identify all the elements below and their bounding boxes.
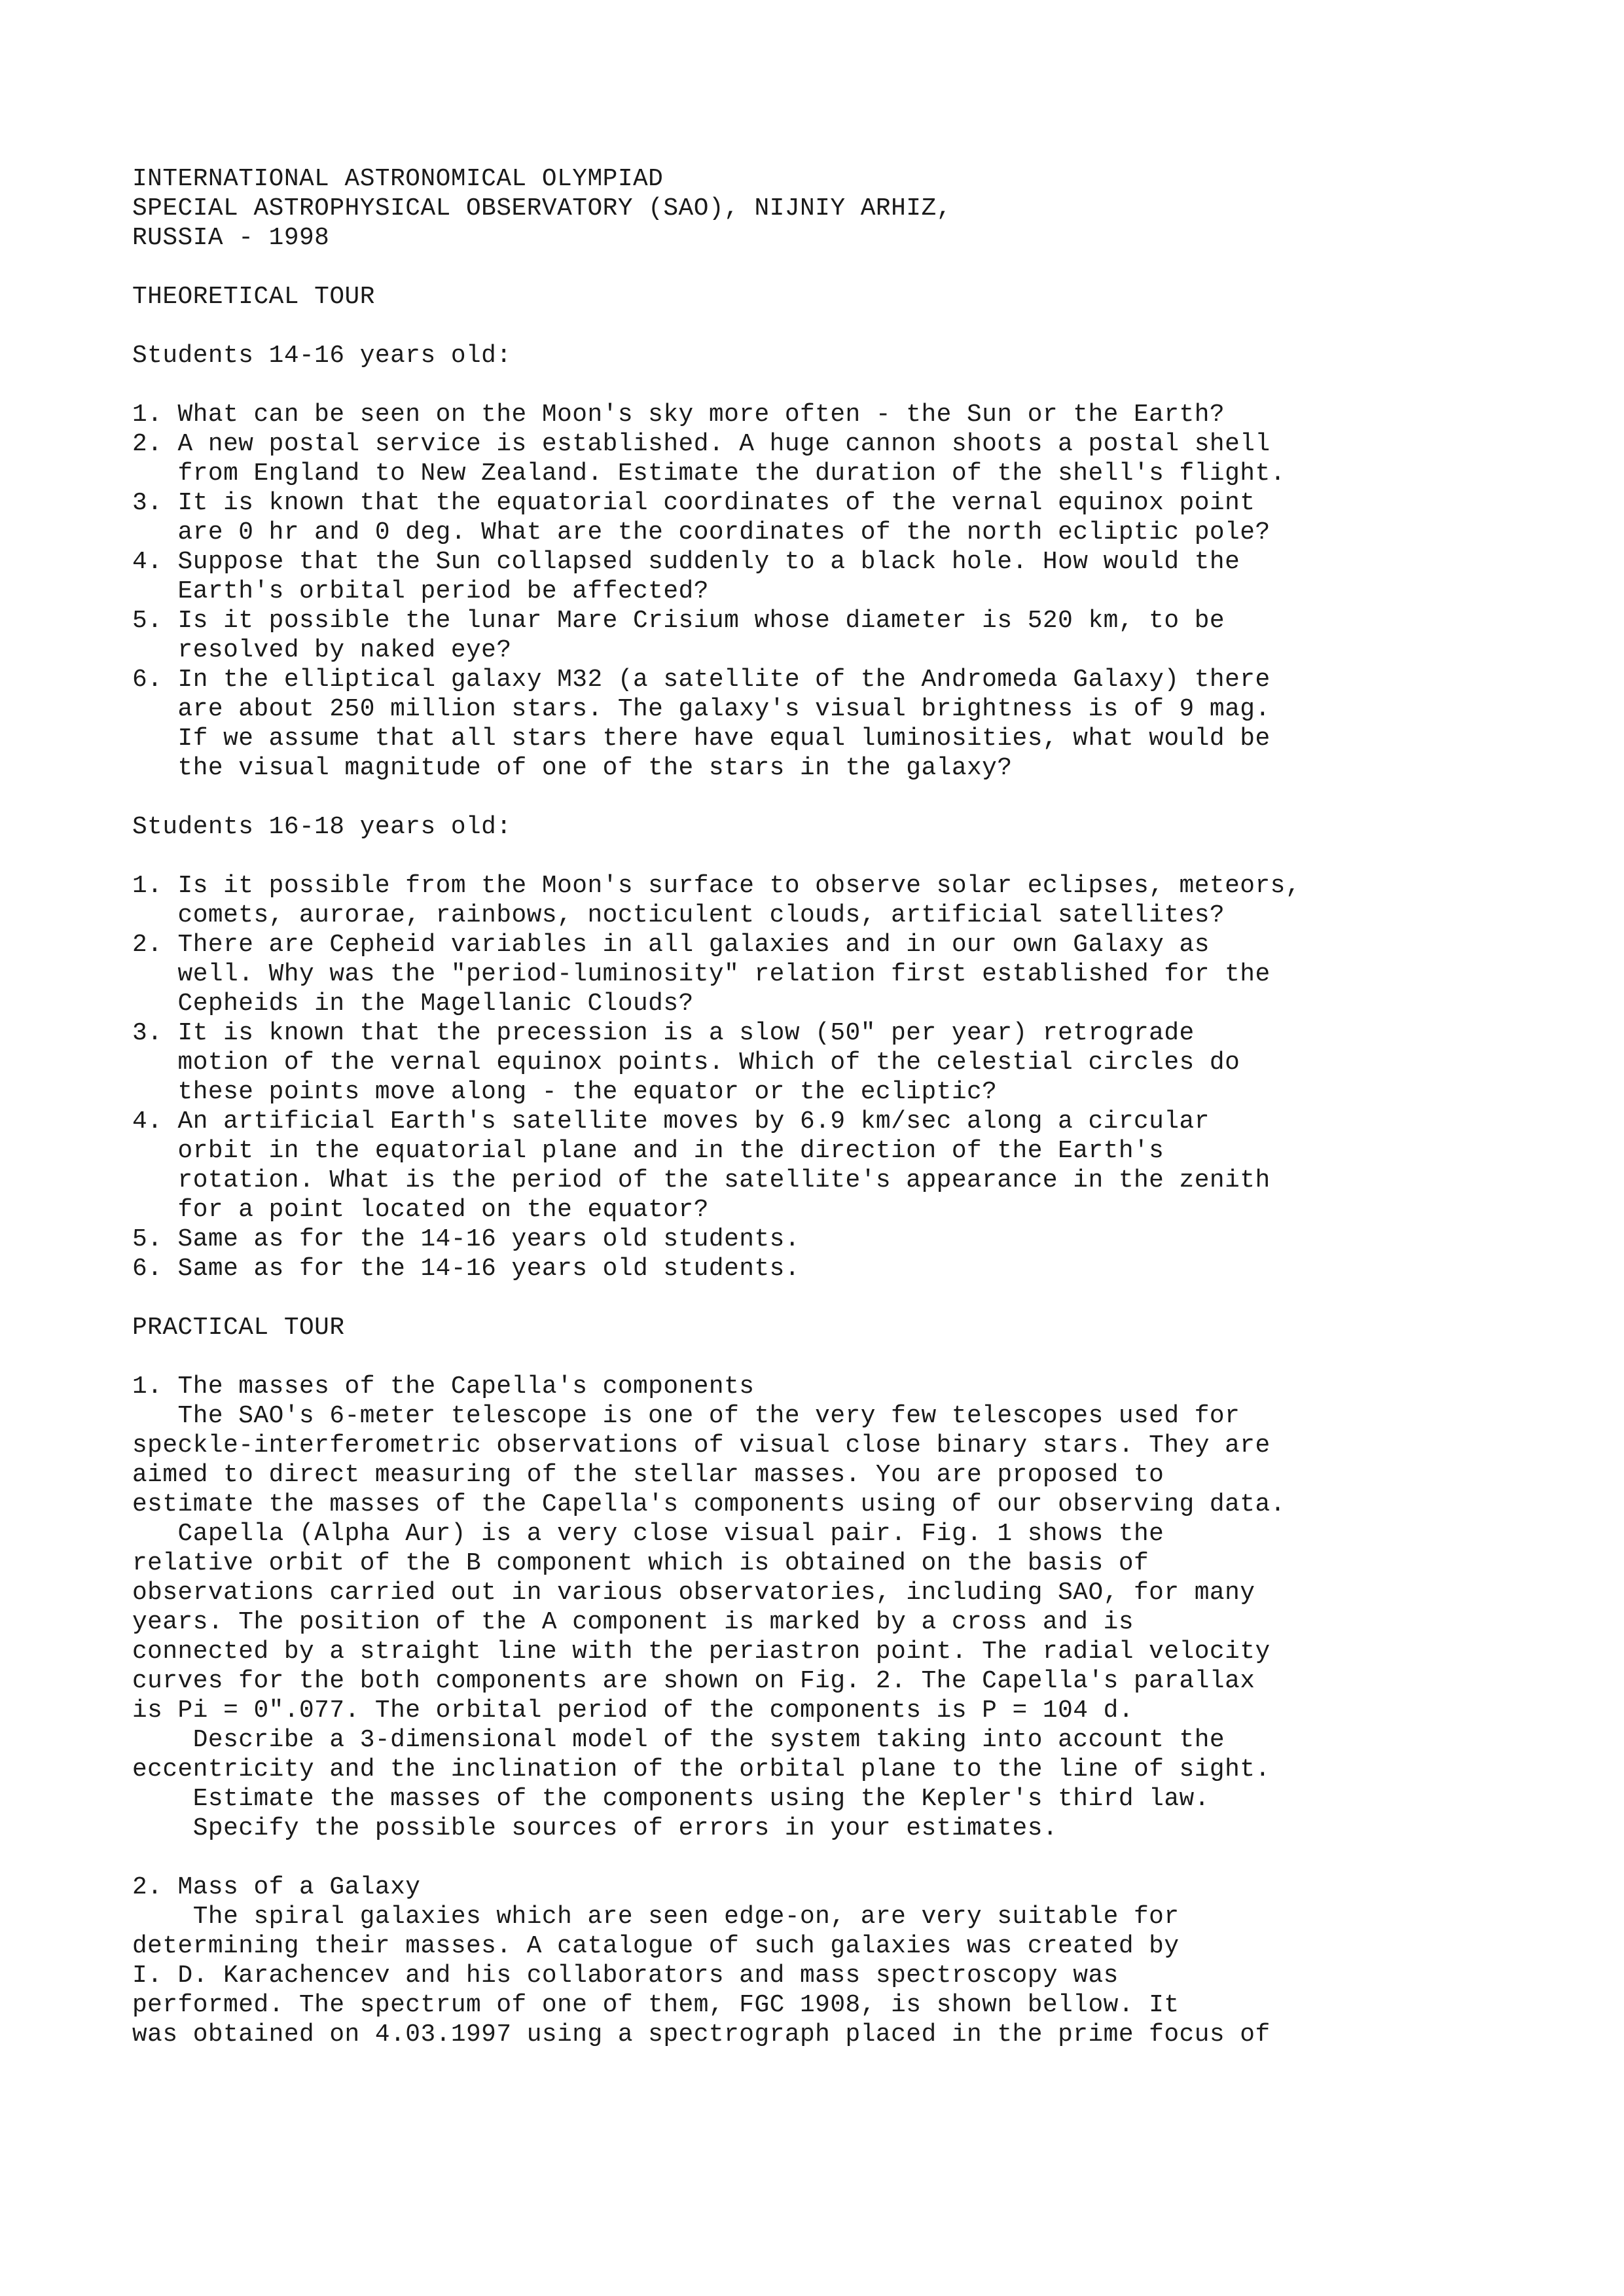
question-line: are about 250 million stars. The galaxy's visual brightness is of 9 mag. <box>132 696 1271 723</box>
problem-title-galaxy-mass: 2. Mass of a Galaxy <box>132 1874 421 1901</box>
question-line: are 0 hr and 0 deg. What are the coordinates of the north ecliptic pole? <box>132 519 1271 547</box>
paragraph-line: Estimate the masses of the components using the Kepler's third law. <box>132 1785 1210 1813</box>
paragraph-line: Capella (Alpha Aur) is a very close visual pair. Fig. 1 shows the <box>132 1520 1164 1548</box>
question-line: 1. Is it possible from the Moon's surface to observe solar eclipses, meteors, <box>132 872 1301 900</box>
paragraph-line: was obtained on 4.03.1997 using a spectrograph placed in the prime focus of <box>132 2021 1271 2049</box>
header-line: INTERNATIONAL ASTRONOMICAL OLYMPIAD <box>132 166 664 193</box>
question-line: 2. There are Cepheid variables in all galaxies and in our own Galaxy as <box>132 931 1210 959</box>
section-title-practical: PRACTICAL TOUR <box>132 1314 345 1342</box>
question-line: 4. An artificial Earth's satellite moves by 6.9 km/sec along a circular <box>132 1108 1210 1136</box>
question-line: 5. Same as for the 14-16 years old students. <box>132 1226 801 1253</box>
question-line: from England to New Zealand. Estimate the duration of the shell's flight. <box>132 460 1286 488</box>
paragraph-line: The SAO's 6-meter telescope is one of the very few telescopes used for <box>132 1403 1240 1430</box>
question-line: 1. What can be seen on the Moon's sky more often - the Sun or the Earth? <box>132 401 1225 429</box>
question-line: the visual magnitude of one of the stars in the galaxy? <box>132 755 1013 782</box>
paragraph-line: determining their masses. A catalogue of such galaxies was created by <box>132 1933 1180 1960</box>
question-line: 3. It is known that the precession is a slow (50" per year) retrograde <box>132 1020 1195 1047</box>
question-line: 3. It is known that the equatorial coordinates of the vernal equinox point <box>132 490 1255 517</box>
paragraph-line: estimate the masses of the Capella's components using of our observing data. <box>132 1491 1286 1518</box>
question-line: 4. Suppose that the Sun collapsed suddenly to a black hole. How would the <box>132 548 1240 576</box>
paragraph-line: performed. The spectrum of one of them, FGC 1908, is shown bellow. It <box>132 1992 1180 2019</box>
paragraph-line: observations carried out in various observatories, including SAO, for many <box>132 1579 1255 1607</box>
paragraph-line: Describe a 3-dimensional model of the system taking into account the <box>132 1727 1225 1754</box>
problem-title-capella: 1. The masses of the Capella's components <box>132 1373 755 1401</box>
paragraph-line: aimed to direct measuring of the stellar masses. You are proposed to <box>132 1462 1164 1489</box>
group-heading-14-16: Students 14-16 years old: <box>132 342 512 370</box>
question-line: Cepheids in the Magellanic Clouds? <box>132 990 694 1018</box>
paragraph-line: Specify the possible sources of errors in your estimates. <box>132 1815 1058 1842</box>
question-line: resolved by naked eye? <box>132 637 512 664</box>
question-line: comets, aurorae, rainbows, nocticulent clouds, artificial satellites? <box>132 902 1225 929</box>
header-line: SPECIAL ASTROPHYSICAL OBSERVATORY (SAO), NIJNIY ARHIZ, <box>132 195 952 223</box>
question-line: If we assume that all stars there have equal luminosities, what would be <box>132 725 1271 753</box>
paragraph-line: speckle-interferometric observations of visual close binary stars. They are <box>132 1432 1271 1460</box>
question-line: rotation. What is the period of the satellite's appearance in the zenith <box>132 1167 1271 1194</box>
question-line: 6. Same as for the 14-16 years old students. <box>132 1255 801 1283</box>
section-title-theoretical: THEORETICAL TOUR <box>132 283 375 311</box>
paragraph-line: is Pi = 0".077. The orbital period of the components is P = 104 d. <box>132 1697 1134 1725</box>
question-line: orbit in the equatorial plane and in the direction of the Earth's <box>132 1138 1164 1165</box>
paragraph-line: The spiral galaxies which are seen edge-on, are very suitable for <box>132 1903 1180 1931</box>
header-line: RUSSIA - 1998 <box>132 224 330 252</box>
paragraph-line: I. D. Karachencev and his collaborators and mass spectroscopy was <box>132 1962 1119 1990</box>
question-line: for a point located on the equator? <box>132 1196 709 1224</box>
question-line: 5. Is it possible the lunar Mare Crisium whose diameter is 520 km, to be <box>132 607 1225 635</box>
paragraph-line: relative orbit of the B component which is obtained on the basis of <box>132 1550 1149 1577</box>
question-line: these points move along - the equator or the ecliptic? <box>132 1079 998 1106</box>
question-line: 2. A new postal service is established. A huge cannon shoots a postal shell <box>132 431 1271 458</box>
group-heading-16-18: Students 16-18 years old: <box>132 814 512 841</box>
question-line: motion of the vernal equinox points. Which of the celestial circles do <box>132 1049 1240 1077</box>
paragraph-line: years. The position of the A component is marked by a cross and is <box>132 1609 1134 1636</box>
paragraph-line: eccentricity and the inclination of the orbital plane to the line of sight. <box>132 1756 1271 1784</box>
question-line: Earth's orbital period be affected? <box>132 578 709 605</box>
question-line: 6. In the elliptical galaxy M32 (a satellite of the Andromeda Galaxy) there <box>132 666 1271 694</box>
question-line: well. Why was the "period-luminosity" relation first established for the <box>132 961 1271 988</box>
paragraph-line: curves for the both components are shown on Fig. 2. The Capella's parallax <box>132 1668 1255 1695</box>
paragraph-line: connected by a straight line with the periastron point. The radial velocity <box>132 1638 1271 1666</box>
